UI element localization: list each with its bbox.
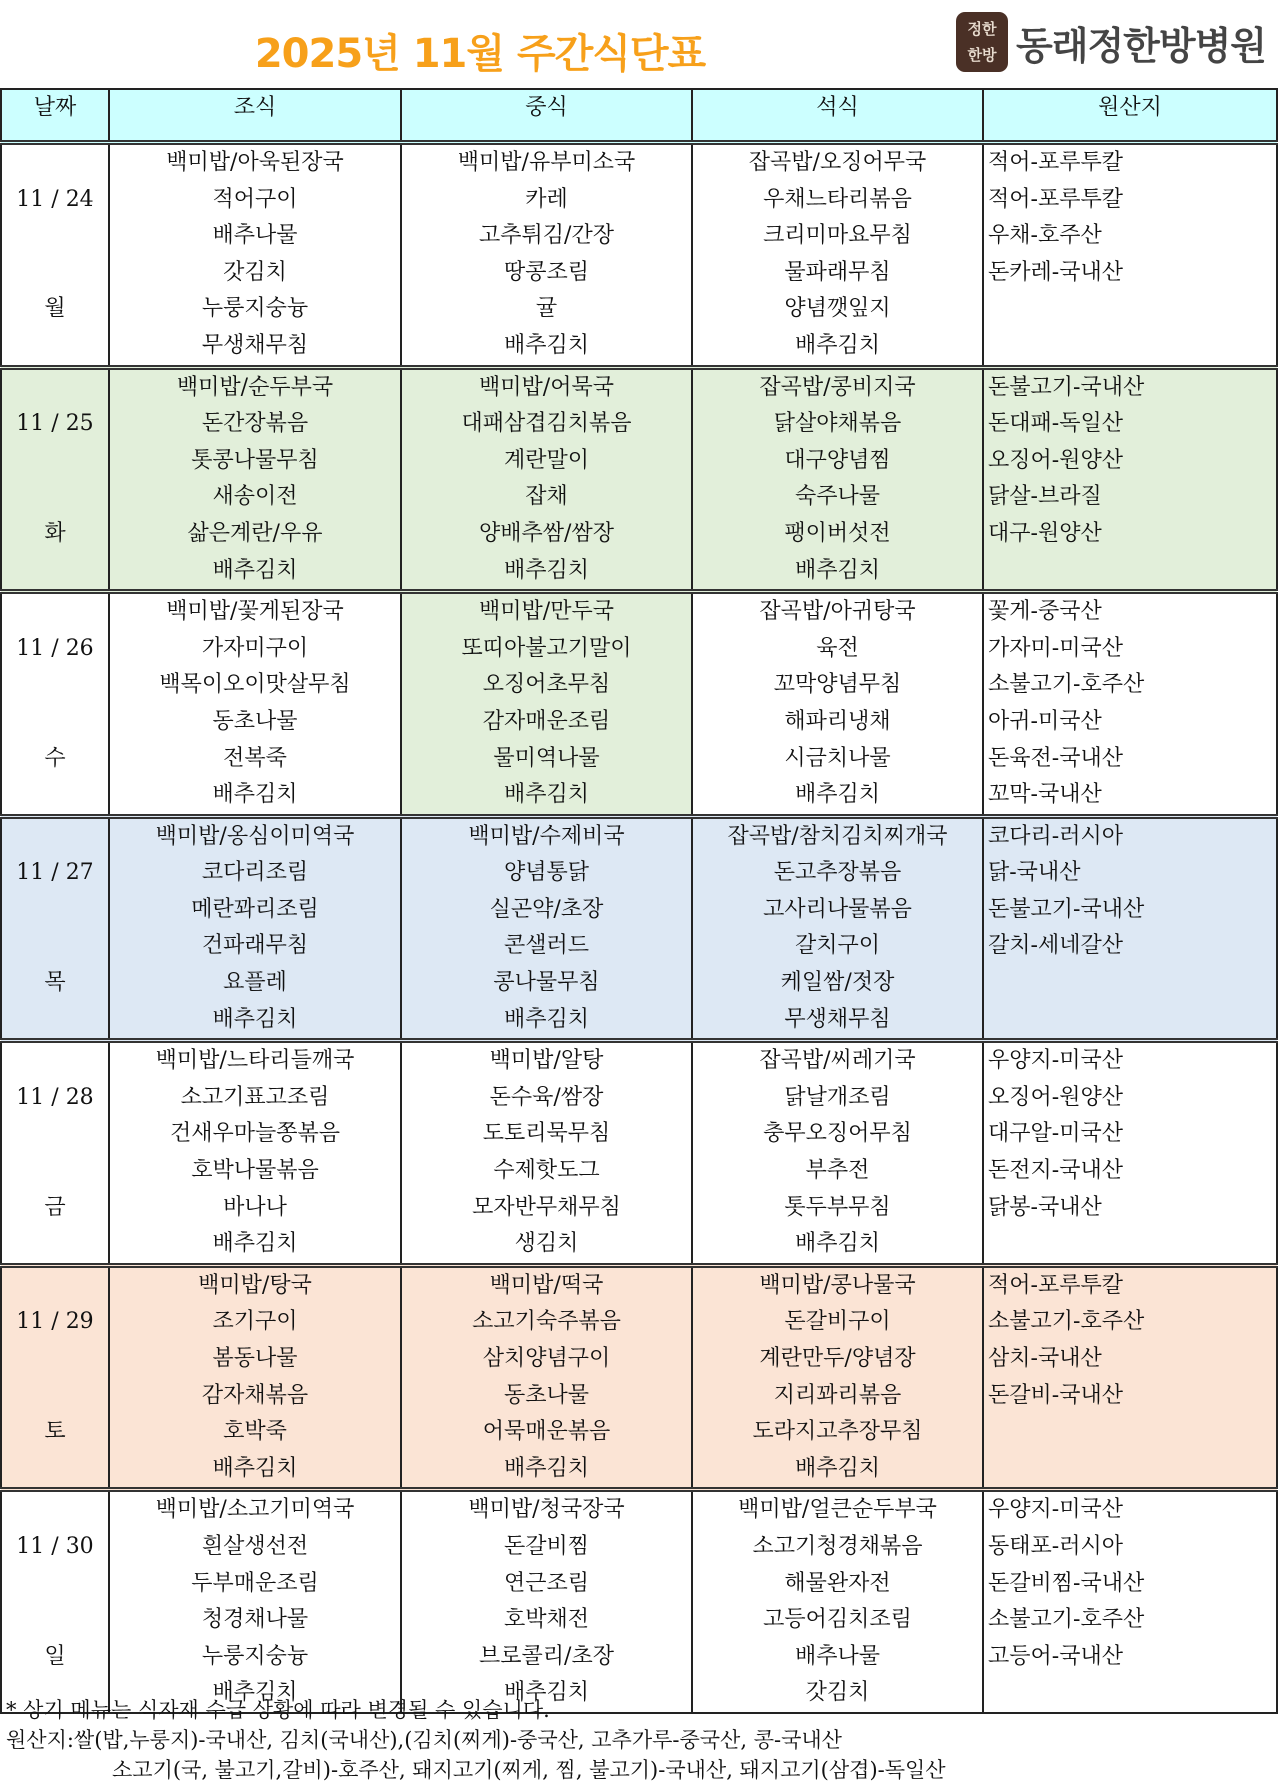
weekday-label: 일	[44, 1643, 66, 1669]
dinner-item: 해파리냉채	[784, 708, 891, 734]
breakfast-item: 요플레	[223, 970, 287, 996]
breakfast-cell	[109, 143, 401, 368]
breakfast-item: 백미밥/아욱된장국	[166, 150, 344, 175]
lunch-item: 돈수육/쌈장	[489, 1084, 604, 1110]
lunch-item: 카레	[525, 186, 568, 212]
hospital-brand	[956, 12, 1266, 72]
origin-item: 꼬막-국내산	[988, 782, 1102, 808]
lunch-cell	[401, 1041, 692, 1266]
empty-line	[984, 328, 1276, 365]
origin-item: 소불고기-호주산	[988, 1309, 1145, 1335]
origin-cell	[983, 816, 1277, 1041]
date-label: 11 / 25	[16, 411, 94, 437]
breakfast-item: 배추김치	[212, 1231, 298, 1257]
dinner-cell	[692, 816, 983, 1041]
breakfast-cell	[109, 1265, 401, 1490]
page-title: 2025년 11월 주간식단표	[254, 31, 706, 77]
origin-item: 돈육전-국내산	[988, 745, 1123, 771]
lunch-item: 실곤약/초장	[489, 896, 604, 922]
origin-item: 꽃게-중국산	[988, 599, 1102, 625]
empty-line	[2, 1566, 108, 1603]
weekday-label: 금	[44, 1194, 66, 1220]
origin-note-line-2: 소고기(국, 불고기,갈비)-호주산, 돼지고기(찌게, 찜, 불고기)-국내산, 돼지고기(삼겹)-독일산	[112, 1758, 946, 1782]
lunch-item: 잡채	[525, 484, 568, 510]
dinner-item: 닭날개조림	[784, 1084, 891, 1110]
lunch-item: 브로콜리/초장	[479, 1643, 614, 1669]
origin-item: 닭살-브라질	[988, 484, 1102, 510]
dinner-item: 우채느타리볶음	[763, 186, 912, 212]
day-row	[1, 1041, 1277, 1266]
lunch-item: 오징어초무침	[482, 672, 611, 698]
breakfast-item: 봄동나물	[212, 1346, 298, 1371]
empty-line	[2, 667, 108, 704]
dinner-item: 갈치구이	[794, 933, 880, 959]
breakfast-item: 바나나	[223, 1194, 287, 1220]
date-cell	[1, 143, 109, 368]
breakfast-item: 누룽지숭늉	[201, 296, 309, 322]
origin-item: 돈갈비-국내산	[988, 1382, 1123, 1408]
lunch-item: 백미밥/어묵국	[479, 374, 614, 400]
date-cell	[1, 1265, 109, 1490]
empty-line	[2, 892, 108, 929]
dinner-item: 육전	[816, 635, 859, 661]
breakfast-item: 건파래무침	[201, 933, 309, 959]
breakfast-cell	[109, 1041, 401, 1266]
breakfast-item: 적어구이	[212, 186, 298, 212]
empty-line	[2, 255, 108, 292]
dinner-cell	[692, 143, 983, 368]
dinner-item: 물파래무침	[784, 259, 891, 285]
lunch-cell	[401, 367, 692, 592]
dinner-item: 충무오징어무침	[763, 1121, 912, 1147]
origin-item: 돈대패-독일산	[988, 411, 1123, 437]
day-row	[1, 592, 1277, 817]
empty-line	[2, 1043, 108, 1080]
date-cell	[1, 592, 109, 817]
lunch-item: 배추김치	[503, 1006, 589, 1032]
dinner-item: 잡곡밥/씨레기국	[759, 1048, 916, 1074]
day-row	[1, 816, 1277, 1041]
breakfast-item: 백미밥/옹심이미역국	[155, 823, 355, 849]
dinner-item: 부추전	[805, 1158, 870, 1184]
date-label: 11 / 26	[16, 635, 94, 661]
empty-line	[2, 1602, 108, 1639]
empty-line	[2, 443, 108, 480]
breakfast-item: 감자채볶음	[201, 1382, 309, 1408]
empty-line	[984, 291, 1276, 328]
dinner-item: 닭살야채볶음	[773, 411, 902, 437]
breakfast-item: 호박나물볶음	[191, 1158, 319, 1184]
breakfast-item: 전복죽	[223, 745, 287, 771]
empty-line	[2, 328, 108, 365]
origin-cell	[983, 367, 1277, 592]
dinner-item: 고사리나물볶음	[763, 896, 912, 922]
day-row	[1, 1265, 1277, 1490]
origin-cell	[983, 592, 1277, 817]
breakfast-item: 소고기표고조림	[180, 1084, 330, 1110]
empty-line	[984, 1675, 1276, 1712]
day-row	[1, 143, 1277, 368]
dinner-item: 지리꽈리볶음	[773, 1382, 902, 1408]
dinner-item: 돈갈비구이	[784, 1309, 891, 1335]
empty-line	[2, 1116, 108, 1153]
date-cell	[1, 816, 109, 1041]
breakfast-item: 배추김치	[212, 1680, 298, 1706]
dinner-item: 무생채무침	[784, 1006, 891, 1032]
day-row	[1, 1490, 1277, 1713]
dinner-item: 케일쌈/젓장	[780, 970, 895, 996]
dinner-item: 잡곡밥/콩비지국	[759, 374, 916, 400]
lunch-item: 땅콩조림	[503, 259, 589, 285]
hospital-name: 동래정한방병원	[1016, 23, 1266, 68]
empty-line	[2, 553, 108, 590]
seal-text-bottom: 한방	[967, 46, 997, 64]
dinner-item: 백미밥/얼큰순두부국	[738, 1497, 937, 1523]
table-header-row	[1, 89, 1277, 143]
dinner-cell	[692, 592, 983, 817]
date-cell	[1, 1490, 109, 1713]
lunch-item: 배추김치	[503, 782, 589, 808]
lunch-item: 배추김치	[503, 1455, 589, 1481]
column-header-breakfast: 조식	[109, 89, 401, 143]
weekday-label: 목	[44, 970, 66, 996]
lunch-cell	[401, 1265, 692, 1490]
dinner-item: 양념깻잎지	[784, 296, 891, 322]
dinner-item: 시금치나물	[784, 745, 891, 771]
breakfast-cell	[109, 367, 401, 592]
breakfast-item: 청경채나물	[201, 1607, 309, 1633]
breakfast-item: 두부매운조림	[191, 1570, 319, 1596]
breakfast-item: 배추김치	[212, 1455, 298, 1481]
breakfast-item: 배추나물	[212, 223, 298, 249]
lunch-item: 동초나물	[503, 1382, 589, 1408]
origin-item: 코다리-러시아	[988, 823, 1123, 849]
origin-cell	[983, 1265, 1277, 1490]
breakfast-item: 조기구이	[212, 1309, 298, 1335]
dinner-item: 잡곡밥/오징어무국	[748, 150, 927, 175]
lunch-item: 고추튀김/간장	[479, 223, 614, 249]
origin-item: 대구알-미국산	[988, 1121, 1123, 1147]
lunch-item: 모자반무채무침	[472, 1194, 621, 1220]
dinner-item: 백미밥/콩나물국	[759, 1272, 916, 1298]
breakfast-cell	[109, 816, 401, 1041]
empty-line	[2, 370, 108, 407]
dinner-item: 크리미마요무침	[763, 223, 912, 249]
column-header-lunch: 중식	[401, 89, 692, 143]
lunch-item: 돈갈비찜	[503, 1533, 589, 1559]
origin-item: 아귀-미국산	[988, 708, 1102, 734]
origin-item: 오징어-원양산	[988, 447, 1123, 473]
breakfast-item: 누룽지숭늉	[201, 1643, 309, 1669]
breakfast-item: 메란꽈리조림	[191, 896, 319, 922]
empty-line	[2, 1451, 108, 1488]
dinner-item: 대구양념찜	[784, 447, 891, 473]
breakfast-item: 갓김치	[223, 259, 287, 285]
origin-item: 갈치-세네갈산	[988, 933, 1123, 959]
breakfast-item: 배추김치	[212, 557, 298, 583]
day-row	[1, 367, 1277, 592]
origin-item: 돈카레-국내산	[988, 259, 1123, 285]
lunch-item: 감자매운조림	[482, 708, 611, 734]
breakfast-item: 백목이오이맛살무침	[159, 672, 351, 698]
breakfast-item: 삶은계란/우유	[187, 520, 323, 546]
empty-line	[984, 1414, 1276, 1451]
empty-line	[984, 553, 1276, 590]
weekday-label: 월	[44, 296, 66, 322]
dinner-item: 숙주나물	[794, 484, 880, 510]
date-label: 11 / 29	[16, 1309, 94, 1335]
origin-cell	[983, 143, 1277, 368]
breakfast-item: 새송이전	[212, 484, 298, 510]
origin-item: 돈갈비찜-국내산	[988, 1570, 1145, 1596]
empty-line	[2, 218, 108, 255]
date-label: 11 / 24	[16, 186, 94, 212]
lunch-item: 연근조림	[503, 1570, 589, 1596]
empty-line	[984, 965, 1276, 1002]
dinner-cell	[692, 1490, 983, 1713]
origin-item: 소불고기-호주산	[988, 1607, 1145, 1633]
origin-item: 고등어-국내산	[988, 1643, 1123, 1669]
menu-body	[1, 143, 1277, 1713]
breakfast-item: 호박죽	[223, 1419, 287, 1445]
origin-cell	[983, 1041, 1277, 1266]
dinner-item: 배추김치	[794, 332, 880, 358]
lunch-item: 배추김치	[503, 1680, 589, 1706]
lunch-item: 귤	[535, 296, 558, 322]
origin-item: 적어-포루투칼	[988, 1272, 1123, 1298]
origin-item: 우양지-미국산	[988, 1497, 1123, 1523]
lunch-cell	[401, 1490, 692, 1713]
origin-item: 적어-포루투칼	[988, 150, 1123, 175]
dinner-item: 잡곡밥/아귀탕국	[759, 599, 916, 625]
dinner-item: 갓김치	[805, 1680, 870, 1706]
empty-line	[2, 1341, 108, 1378]
column-header-dinner: 석식	[692, 89, 983, 143]
empty-line	[2, 1378, 108, 1415]
date-label: 11 / 30	[16, 1533, 94, 1559]
dinner-item: 배추나물	[794, 1643, 880, 1669]
dinner-item: 잡곡밥/참치김치찌개국	[727, 823, 948, 849]
lunch-item: 생김치	[514, 1231, 579, 1257]
origin-item: 대구-원양산	[988, 520, 1102, 546]
lunch-item: 콩나물무침	[493, 970, 600, 996]
empty-line	[2, 145, 108, 182]
date-label: 11 / 27	[16, 860, 94, 886]
lunch-item: 배추김치	[503, 332, 589, 358]
breakfast-item: 무생채무침	[201, 332, 309, 358]
breakfast-item: 배추김치	[212, 1006, 298, 1032]
origin-item: 소불고기-호주산	[988, 672, 1145, 698]
lunch-item: 백미밥/알탕	[489, 1048, 604, 1074]
origin-item: 가자미-미국산	[988, 635, 1123, 661]
lunch-item: 수제핫도그	[493, 1158, 600, 1184]
weekday-label: 화	[44, 520, 66, 546]
date-cell	[1, 1041, 109, 1266]
origin-item: 우채-호주산	[988, 223, 1102, 249]
hospital-logo-seal	[956, 12, 1008, 72]
origin-item: 적어-포루투칼	[988, 186, 1123, 212]
dinner-item: 소고기청경채볶음	[752, 1533, 923, 1559]
lunch-item: 백미밥/유부미소국	[457, 150, 636, 175]
lunch-item: 백미밥/만두국	[479, 599, 614, 625]
lunch-item: 백미밥/수제비국	[468, 823, 625, 849]
lunch-item: 백미밥/떡국	[489, 1272, 604, 1298]
lunch-item: 양념통닭	[503, 860, 589, 886]
origin-item: 우양지-미국산	[988, 1048, 1123, 1074]
dinner-cell	[692, 367, 983, 592]
dinner-item: 배추김치	[794, 1455, 880, 1481]
origin-note-line-1: 원산지:쌀(밥,누룽지)-국내산, 김치(국내산),(김치(찌게)-중국산, 고추가루-중국산, 콩-국내산	[6, 1728, 842, 1752]
empty-line	[984, 1451, 1276, 1488]
dinner-item: 배추김치	[794, 557, 880, 583]
empty-line	[2, 1153, 108, 1190]
lunch-item: 계란말이	[503, 447, 589, 473]
lunch-item: 양배추쌈/쌈장	[479, 520, 614, 546]
dinner-item: 팽이버섯전	[784, 520, 891, 546]
dinner-item: 배추김치	[794, 1231, 880, 1257]
empty-line	[2, 777, 108, 814]
lunch-cell	[401, 143, 692, 368]
empty-line	[2, 928, 108, 965]
empty-line	[984, 1002, 1276, 1039]
empty-line	[2, 594, 108, 631]
lunch-item: 대패삼겹김치볶음	[461, 411, 632, 437]
origin-cell	[983, 1490, 1277, 1713]
empty-line	[2, 819, 108, 856]
lunch-item: 콘샐러드	[503, 933, 589, 959]
dinner-item: 해물완자전	[784, 1570, 891, 1596]
lunch-item: 물미역나물	[493, 745, 600, 771]
dinner-item: 배추김치	[794, 782, 880, 808]
lunch-cell	[401, 592, 692, 817]
breakfast-item: 백미밥/소고기미역국	[155, 1497, 355, 1523]
origin-item: 동태포-러시아	[988, 1533, 1123, 1559]
date-label: 11 / 28	[16, 1084, 94, 1110]
breakfast-item: 돈간장볶음	[201, 411, 309, 437]
lunch-item: 호박채전	[503, 1607, 589, 1633]
column-header-date: 날짜	[1, 89, 109, 143]
lunch-item: 삼치양념구이	[482, 1346, 611, 1371]
dinner-cell	[692, 1265, 983, 1490]
empty-line	[2, 1226, 108, 1263]
breakfast-item: 동초나물	[212, 708, 298, 734]
empty-line	[2, 704, 108, 741]
breakfast-item: 백미밥/꽃게된장국	[166, 599, 344, 625]
date-cell	[1, 367, 109, 592]
lunch-item: 백미밥/청국장국	[468, 1497, 625, 1523]
weekday-label: 수	[44, 745, 66, 771]
breakfast-item: 백미밥/느타리들깨국	[155, 1048, 355, 1074]
lunch-item: 도토리묵무침	[482, 1121, 611, 1147]
breakfast-item: 코다리조림	[201, 860, 309, 886]
breakfast-item: 흰살생선전	[201, 1533, 309, 1559]
breakfast-item: 백미밥/순두부국	[176, 374, 334, 400]
weekday-label: 토	[44, 1419, 66, 1445]
lunch-cell	[401, 816, 692, 1041]
breakfast-item: 톳콩나물무침	[191, 447, 319, 473]
menu-change-notice: * 상기 메뉴는 식자재 수급 상황에 따라 변경될 수 있습니다.	[6, 1698, 550, 1722]
empty-line	[2, 1492, 108, 1529]
empty-line	[2, 479, 108, 516]
origin-item: 오징어-원양산	[988, 1084, 1123, 1110]
dinner-item: 고등어김치조림	[763, 1607, 912, 1633]
lunch-item: 또띠아불고기말이	[461, 635, 632, 661]
origin-item: 돈불고기-국내산	[988, 374, 1145, 400]
weekly-menu-table	[0, 88, 1278, 1714]
dinner-item: 톳두부무침	[784, 1194, 891, 1220]
lunch-item: 소고기숙주볶음	[472, 1309, 621, 1335]
dinner-cell	[692, 1041, 983, 1266]
breakfast-item: 백미밥/탕국	[198, 1272, 312, 1298]
origin-item: 돈전지-국내산	[988, 1158, 1123, 1184]
empty-line	[984, 1226, 1276, 1263]
empty-line	[2, 1268, 108, 1305]
lunch-item: 어묵매운볶음	[482, 1419, 611, 1445]
empty-line	[2, 1002, 108, 1039]
dinner-item: 돈고추장볶음	[773, 860, 902, 886]
dinner-item: 도라지고추장무침	[752, 1419, 923, 1445]
seal-text-top: 정한	[967, 20, 997, 38]
breakfast-item: 배추김치	[212, 782, 298, 808]
origin-item: 삼치-국내산	[988, 1346, 1102, 1371]
origin-item: 닭봉-국내산	[988, 1194, 1102, 1220]
column-header-origin: 원산지	[983, 89, 1277, 143]
breakfast-item: 가자미구이	[201, 635, 309, 661]
dinner-item: 계란만두/양념장	[759, 1346, 916, 1371]
breakfast-cell	[109, 1490, 401, 1713]
origin-item: 돈불고기-국내산	[988, 896, 1145, 922]
breakfast-cell	[109, 592, 401, 817]
dinner-item: 꼬막양념무침	[773, 672, 902, 698]
lunch-item: 배추김치	[503, 557, 589, 583]
origin-item: 닭-국내산	[988, 860, 1081, 886]
breakfast-item: 건새우마늘쫑볶음	[169, 1121, 341, 1147]
